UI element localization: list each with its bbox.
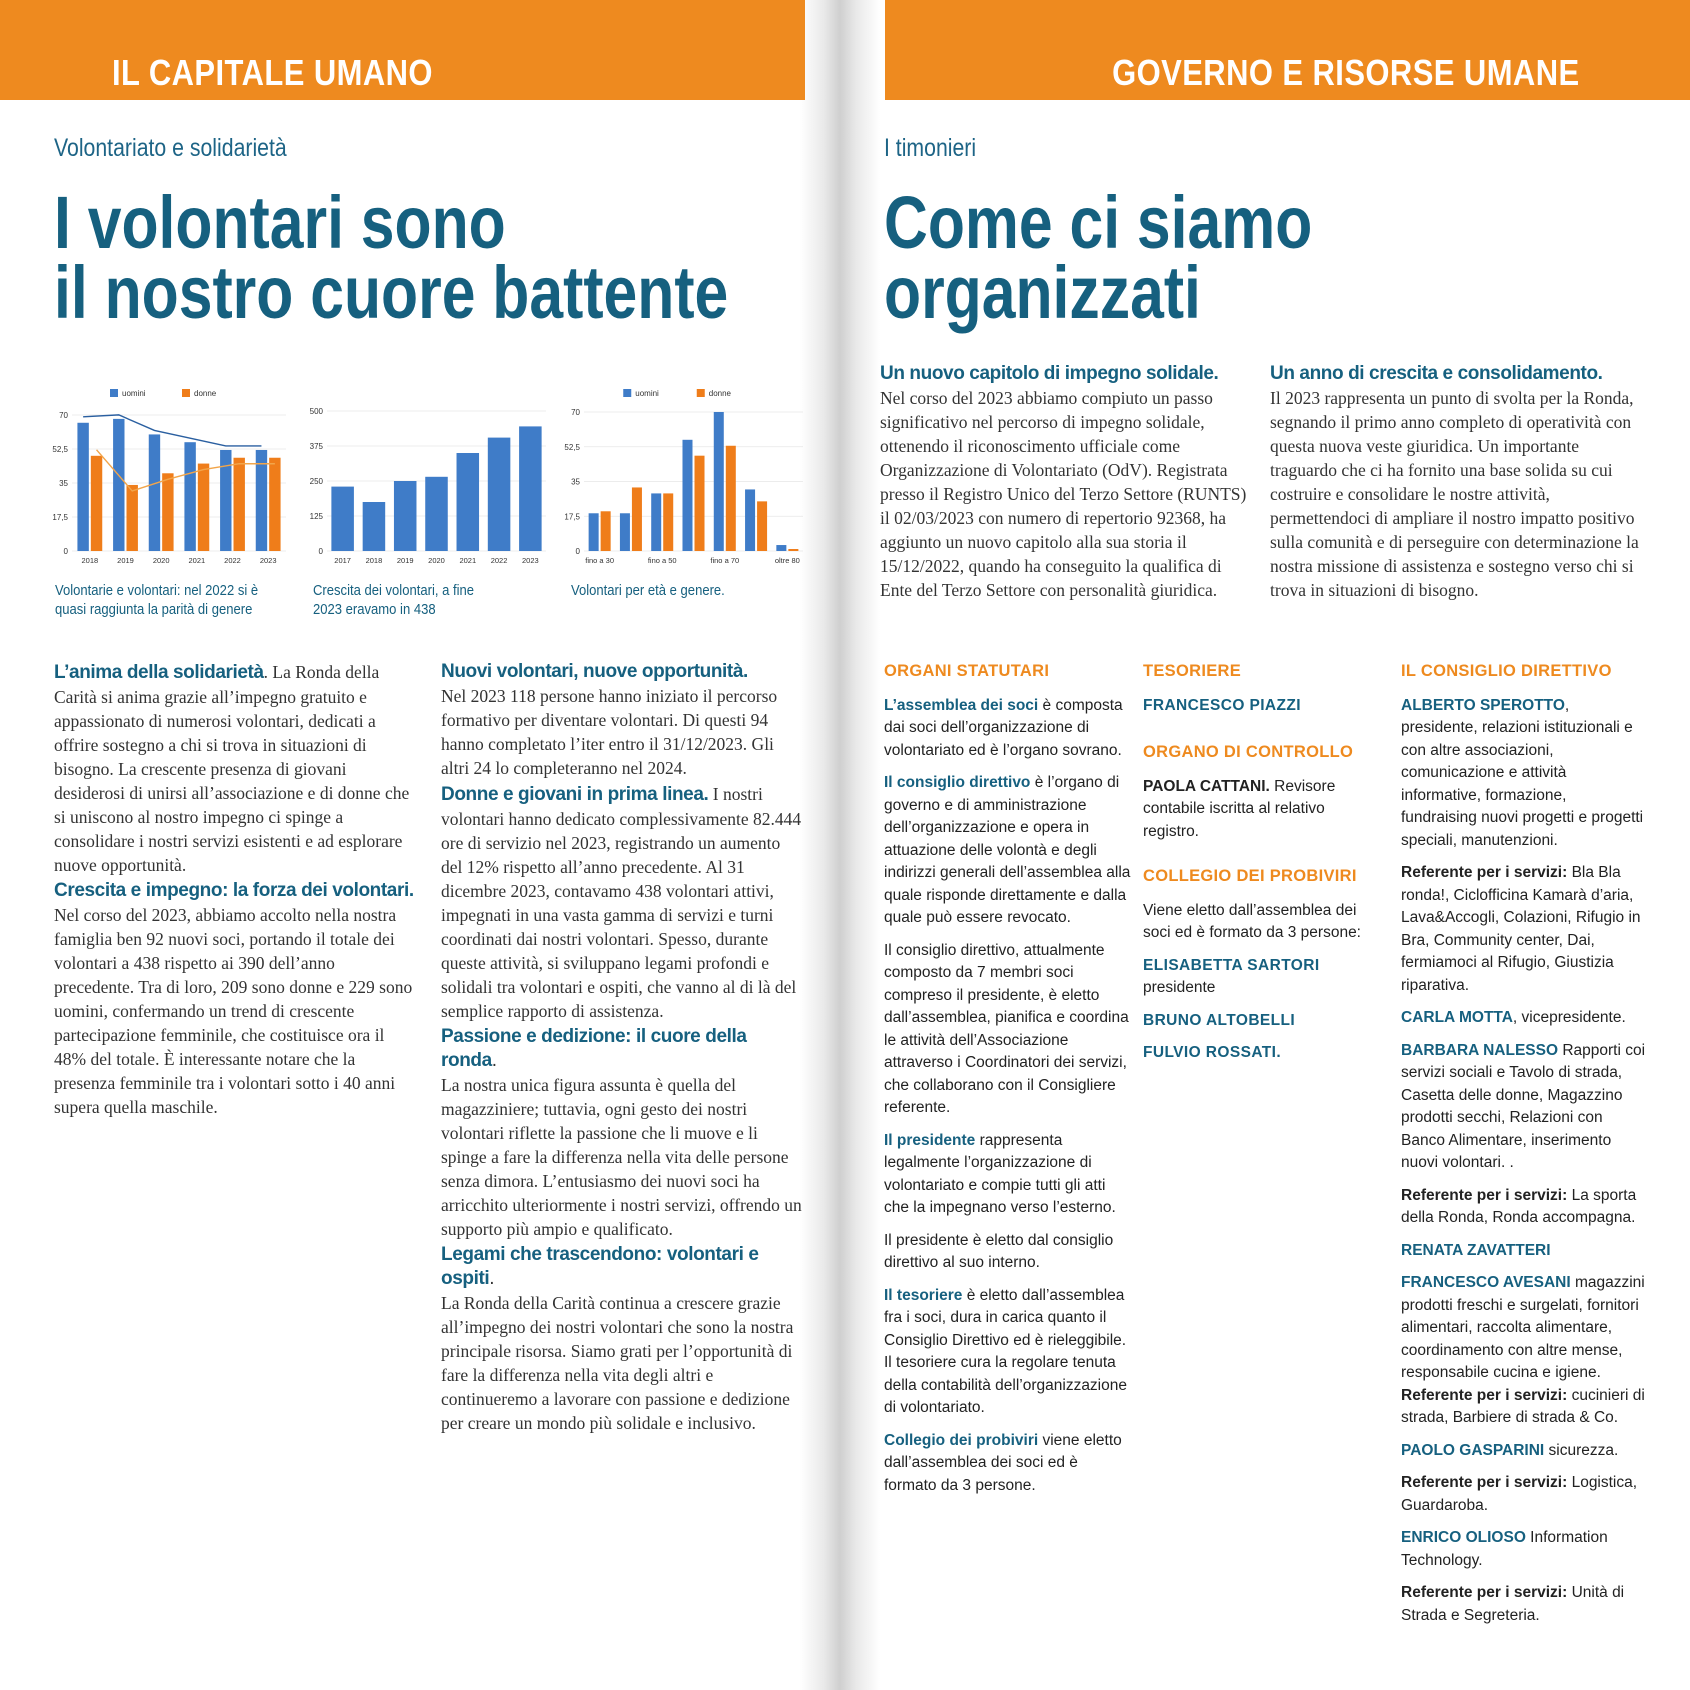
trend-line — [83, 415, 261, 446]
left-column-1 — [54, 660, 414, 1121]
controllo-block: PAOLA CATTANI. Revisore contabile iscritta al relativo registro. — [1143, 777, 1336, 840]
bar — [488, 438, 511, 551]
bar — [651, 493, 661, 551]
organi-column — [884, 660, 1134, 1507]
section-text: I nostri volontari hanno dedicato complessivamente 82.444 ore di servizio nel 2023, registrando un aumento del 12% rispetto all’anno precedente. Al 31 dicembre 2023, contavamo 438 volontari attivi, impegnati in una vasta gamma di servizi e turni coordinati dai nostri volontari. Spesso, durante queste attività, si sviluppano legami profondi e solidali tra volontari e ospiti, che vanno al di là del semplice rapporto di assistenza. — [441, 784, 802, 1021]
bar — [757, 501, 767, 551]
section-heading: Donne e giovani in prima linea. — [441, 784, 709, 805]
x-tick-label: 2021 — [459, 556, 477, 565]
mid-column — [1143, 660, 1383, 1065]
section-heading: L’anima della solidarietà — [54, 662, 264, 683]
member-block: PAOLO GASPARINI sicurezza. — [1401, 1441, 1619, 1459]
section-band-right — [885, 0, 1690, 100]
headline-right-line2: organizzati — [884, 251, 1201, 334]
tesoriere-name: FRANCESCO PIAZZI — [1143, 696, 1301, 714]
probiviri-text: Viene eletto dall’assemblea dei soci ed è formato da 3 persone: — [1143, 901, 1361, 941]
bar — [77, 423, 88, 551]
x-tick-label: fino a 30 — [585, 556, 615, 565]
section-heading: Un anno di crescita e consolidamento. — [1270, 363, 1603, 384]
y-tick-label: 35 — [59, 479, 68, 488]
x-tick-label: 2022 — [224, 556, 241, 565]
bar — [113, 419, 124, 551]
member-block: BARBARA NALESSO Rapporti coi servizi sociali e Tavolo di strada, Casetta delle donne, Magazzino prodotti secchi, Relazioni con Banco Alimentare, inserimento nuovi volontari. . — [1401, 1041, 1646, 1171]
bar — [149, 434, 160, 551]
y-tick-label: 70 — [59, 411, 68, 420]
member-name: RENATA ZAVATTERI — [1401, 1241, 1551, 1259]
organi-heading: ORGANI STATUTARI — [884, 662, 1050, 680]
x-tick-label: 2022 — [490, 556, 508, 565]
x-tick-label: 2019 — [396, 556, 414, 565]
bar — [682, 440, 692, 551]
section-text: La Ronda della Carità continua a crescere grazie all’impegno dei nostri volontari che sono la nostra principale risorsa. Siamo grati per l’opportunità di fare la differenza nella vita degli altri e continueremo a lavorare con passione e dedizione per creare un mondo più solidale e inclusivo. — [441, 1293, 794, 1433]
section-anima — [54, 660, 414, 877]
kicker-left: Volontariato e solidarietà — [54, 134, 287, 162]
bar — [519, 426, 542, 551]
legend-swatch — [110, 389, 118, 397]
x-tick-label: 2023 — [259, 556, 277, 565]
bar — [632, 487, 642, 551]
section-text: La nostra unica figura assunta è quella del magazziniere; tuttavia, ogni gesto dei nostri volontari riflette la passione che li muove e li spinge a fare la differenza nella vita delle persone senza dimora. L’entusiasmo dei nuovi soci ha arricchito ulteriormente i nostri servizi, offrendo un supporto più ampio e qualificato. — [441, 1075, 802, 1239]
section-heading: Nuovi volontari, nuove opportunità. — [441, 661, 748, 682]
consiglio-heading: IL CONSIGLIO DIRETTIVO — [1401, 662, 1612, 680]
bar — [745, 489, 755, 551]
legend-swatch — [182, 389, 190, 397]
y-tick-label: 70 — [571, 408, 580, 417]
section-heading: Legami che trascendono: volontari e ospiti. — [441, 1244, 759, 1289]
kicker-right: I timonieri — [884, 134, 977, 162]
organ-block: L’assemblea dei soci è composta dai soci dell’organizzazione di volontariato ed è l’organo sovrano. — [884, 696, 1123, 759]
left-column-2 — [441, 660, 803, 1437]
section-heading: Crescita e impegno: la forza dei volontari. — [54, 880, 414, 901]
bar — [663, 493, 673, 551]
referente-block: Referente per i servizi: Bla Bla ronda!, Ciclofficina Kamarà d’aria, Lava&Accogli, Colazioni, Rifugio in Bra, Community center, Dai, fermiamoci al Rifugio, Giustizia riparativa. — [1401, 864, 1641, 994]
section-text: Nel corso del 2023 abbiamo compiuto un passo significativo nel percorso di impegno solidale, ottenendo il riconoscimento ufficiale come Organizzazione di Volontariato (OdV). Registrata presso il Registro Unico del Terzo Settore (RUNTS) il 02/03/2023 con numero di repertorio 92368, ha aggiunto un nuovo capitolo alla sua storia il 15/12/2022, quando ha conseguito la qualifica di Ente del Terzo Settore con personalità giuridica. — [880, 388, 1247, 600]
bar — [331, 487, 354, 551]
probiviri-member: FULVIO ROSSATI. — [1143, 1044, 1282, 1061]
organ-block: Il consiglio direttivo, attualmente composto da 7 membri soci compreso il presidente, è eletto dall’assemblea, pianifica e coordina le attività dell’Associazione attraverso i Coordinatori dei servizi, che collaborano con il Consigliere referente. — [884, 941, 1129, 1116]
intro-column-1 — [880, 362, 1250, 604]
controllo-heading: ORGANO DI CONTROLLO — [1143, 743, 1354, 761]
x-tick-label: 2021 — [188, 556, 206, 565]
x-tick-label: fino a 70 — [710, 556, 740, 565]
page-gutter — [800, 0, 880, 1690]
bar — [394, 481, 417, 551]
x-tick-label: 2019 — [117, 556, 134, 565]
bar — [127, 485, 138, 551]
referente-block: Referente per i servizi: La sporta della Ronda, Ronda accompagna. — [1401, 1186, 1637, 1226]
x-tick-label: 2023 — [522, 556, 539, 565]
bar — [425, 477, 448, 551]
organ-block: Il presidente è eletto dal consiglio direttivo al suo interno. — [884, 1231, 1114, 1271]
consiglio-column — [1401, 660, 1646, 1637]
bar — [91, 456, 102, 551]
legend-label: uomini — [122, 389, 146, 398]
section-text: Nel 2023 118 persone hanno iniziato il percorso formativo per diventare volontari. Di questi 94 hanno completato l’iter entro il 31/12/2023. Gli altri 24 lo completeranno nel 2024. — [441, 686, 778, 778]
chart-growth — [305, 385, 550, 575]
section-band-left — [0, 0, 805, 100]
bar — [714, 412, 724, 551]
chart-svg — [562, 385, 807, 575]
bar — [162, 473, 173, 551]
section-text: Il 2023 rappresenta un punto di svolta per la Ronda, segnando il primo anno completo di operatività con questa nuova veste giuridica. Un importante traguardo che ci ha fornito una base solida su cui costruire e consolidare le nostre attività, permettendoci di ampliare il nostro impatto positivo sulla comunità e di perseguire con determinazione la nostra missione di assistenza e sostegno verso chi si trova in situazioni di bisogno. — [1270, 388, 1639, 600]
legend-label: donne — [194, 389, 217, 398]
organ-block: Collegio dei probiviri viene eletto dall’assemblea dei soci ed è formato da 3 persone. — [884, 1431, 1122, 1494]
section-text: . La Ronda della Carità si anima grazie all’impegno gratuito e appassionato di numerosi volontari, dedicati a offrire sostegno a chi si trova in situazioni di bisogno. La crescente presenza di giovani desiderosi di unirsi all’associazione e di donne che si uniscono al nostro impegno ci spinge a consolidare i nostri servizi esistenti e ad esplorare nuove opportunità. — [54, 662, 410, 875]
bar — [620, 513, 630, 551]
y-tick-label: 17,5 — [52, 513, 68, 522]
organ-block: Il presidente rappresenta legalmente l’organizzazione di volontariato e compie tutti gli atti che la impegnano verso l’esterno. — [884, 1131, 1116, 1216]
headline-left — [54, 181, 729, 334]
referente-block: Referente per i servizi: Logistica, Guardaroba. — [1401, 1474, 1638, 1514]
y-tick-label: 0 — [575, 547, 580, 556]
y-tick-label: 52,5 — [52, 445, 68, 454]
chart-gender-years — [50, 385, 290, 575]
legend-label: donne — [708, 389, 731, 398]
section-donne — [441, 782, 803, 1023]
chart-svg — [50, 385, 290, 575]
bar — [788, 549, 798, 551]
probiviri-member: BRUNO ALTOBELLI — [1143, 1011, 1296, 1029]
section-title-left: IL CAPITALE UMANO — [112, 52, 433, 93]
y-tick-label: 35 — [571, 477, 580, 487]
legend-swatch — [697, 389, 705, 397]
headline-left-line1: I volontari sono — [54, 181, 506, 264]
section-heading: Passione e dedizione: il cuore della ronda. — [441, 1026, 747, 1071]
y-tick-label: 375 — [309, 442, 323, 451]
member-block: ALBERTO SPEROTTO, presidente, relazioni istituzionali e con altre associazioni, comunicazione e attività informative, formazione, fundraising nuovi progetti e progetti speciali, manutenzioni. — [1401, 696, 1644, 849]
y-tick-label: 0 — [318, 547, 323, 556]
bar — [726, 446, 736, 551]
bar — [776, 545, 786, 551]
y-tick-label: 17,5 — [564, 512, 580, 522]
probiviri-heading: COLLEGIO DEI PROBIVIRI — [1143, 867, 1357, 885]
y-tick-label: 500 — [309, 407, 323, 416]
bar — [457, 453, 480, 551]
y-tick-label: 250 — [309, 477, 323, 486]
y-tick-label: 0 — [63, 547, 68, 556]
member-block: ENRICO OLIOSO Information Technology. — [1401, 1529, 1608, 1569]
headline-left-line2: il nostro cuore battente — [54, 251, 729, 334]
caption-chart-2: Crescita dei volontari, a fine 2023 eravamo in 438 — [313, 583, 475, 618]
bar — [198, 464, 209, 551]
referente-block: Referente per i servizi: cucinieri di strada, Barbiere di strada & Co. — [1401, 1386, 1645, 1426]
intro-column-2 — [1270, 362, 1642, 604]
headline-right — [884, 181, 1313, 334]
x-tick-label: 2017 — [334, 556, 351, 565]
x-tick-label: 2018 — [365, 556, 383, 565]
section-title-right: GOVERNO E RISORSE UMANE — [1112, 52, 1580, 93]
legend-label: uomini — [635, 389, 659, 398]
organ-block: Il tesoriere è eletto dall’assemblea fra i soci, dura in carica quanto il Consiglio Direttivo ed è rieleggibile. Il tesoriere cura la regolare tenuta della contabilità dell’organizzazione di volontariato. — [884, 1286, 1127, 1416]
member-block: CARLA MOTTA, vicepresidente. — [1401, 1009, 1626, 1026]
x-tick-label: oltre 80 — [774, 556, 800, 565]
organ-block: Il consiglio direttivo è l’organo di governo e di amministrazione dell’organizzazione e opera in attuazione delle volontà e degli indirizzi generali dell’assemblea alla quale risponde direttamente e dalla quale può essere revocato. — [884, 774, 1131, 926]
bar — [269, 458, 280, 551]
caption-chart-1: Volontarie e volontari: nel 2022 si è quasi raggiunta la parità di genere — [55, 583, 259, 618]
y-tick-label: 125 — [309, 512, 323, 521]
chart-age-gender — [562, 385, 807, 575]
member-block: FRANCESCO AVESANI magazzini prodotti freschi e surgelati, fornitori alimentari, raccolta alimentare, coordinamento con altre mense, responsabile cucina e igiene. — [1401, 1274, 1645, 1381]
x-tick-label: 2020 — [428, 556, 445, 565]
bar — [234, 458, 245, 551]
y-tick-label: 52,5 — [564, 442, 580, 452]
caption-chart-3: Volontari per età e genere. — [571, 583, 725, 599]
bar — [184, 442, 195, 551]
x-tick-label: fino a 50 — [647, 556, 677, 565]
bar — [601, 511, 611, 551]
bar — [256, 450, 267, 551]
referente-block: Referente per i servizi: Unità di Strada e Segreteria. — [1401, 1584, 1625, 1624]
section-heading: Un nuovo capitolo di impegno solidale. — [880, 363, 1219, 384]
headline-right-line1: Come ci siamo — [884, 181, 1313, 264]
bar — [363, 502, 386, 551]
x-tick-label: 2018 — [81, 556, 99, 565]
tesoriere-heading: TESORIERE — [1143, 662, 1242, 680]
x-tick-label: 2020 — [152, 556, 170, 565]
probiviri-member: ELISABETTA SARTORI presidente — [1143, 956, 1320, 996]
chart-svg — [305, 385, 550, 575]
section-text: Nel corso del 2023, abbiamo accolto nella nostra famiglia ben 92 nuovi soci, portando il totale dei volontari a 438 rispetto ai 390 dell’anno precedente. Tra di loro, 209 sono donne e 229 sono uomini, confermando un trend di crescente partecipazione femminile, che costituisce ora il 48% del totale. È interessante notare che la presenza femminile tra i volontari sotto i 40 anni supera quella maschile. — [54, 905, 413, 1117]
bar — [695, 456, 705, 551]
legend-swatch — [623, 389, 631, 397]
bar — [589, 513, 599, 551]
